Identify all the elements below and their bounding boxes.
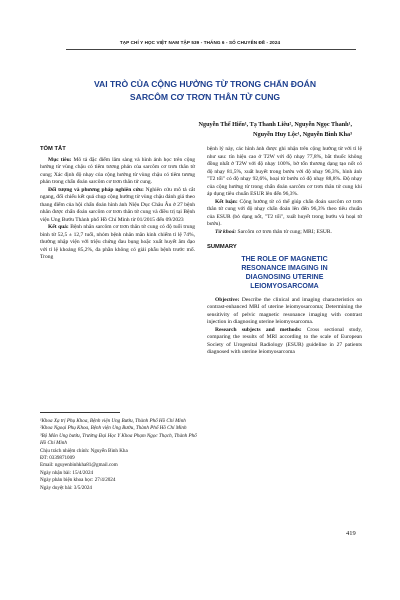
- author-list: [112, 120, 352, 140]
- author-line-2: Nguyễn Huy Lộc¹, Nguyễn Bình Kha³: [253, 131, 352, 138]
- results-label: Kết quả:: [48, 224, 69, 230]
- objective-paragraph: [40, 157, 195, 187]
- objective-text: Mô tả đặc điểm lâm sàng và hình ảnh học trên cộng hưởng từ vùng chậu có tiêm tương phản của sarcôm cơ trơn thân tử cung; Xác định độ nhạy của cộng hưởng từ vùng chậu có tiêm tương phản trong chẩn đoán sarcôm cơ trơn thân tử cung.: [40, 156, 195, 185]
- footnotes: [40, 418, 200, 492]
- affiliation-3: ³Bộ Môn Ung bướu, Trường Đại Học Y Khoa Phạm Ngọc Thạch, Thành Phố Hồ Chí Minh: [40, 432, 197, 447]
- footnote-rule: [40, 412, 120, 413]
- objective-label: Mục tiêu:: [48, 156, 72, 163]
- en-methods-text: Cross sectional study, comparing the results of MRI according to the scale of European Society of Urogenital Radiology (ESUR) guideline in 27 patients diagnosed with uterine leiomyosarcoma: [207, 326, 363, 355]
- title-line-2: SARCÔM CƠ TRƠN THÂN TỬ CUNG: [129, 92, 281, 102]
- en-objective-text: Describe the clinical and imaging characteristics on contrast-enhanced MRI of uterine leiomyosarcoma; Determining the sensitivity of pelvic magnetic resonance imaging with contrast injection in diagnosing uterine leiomyosarcoma.: [207, 296, 362, 325]
- keywords-label: Từ khoá:: [215, 228, 237, 235]
- en-methods-paragraph: [207, 327, 362, 357]
- en-objective-paragraph: [207, 297, 362, 327]
- keywords-paragraph: [207, 229, 362, 237]
- affiliation-1: ¹Khoa Xạ trị Phụ Khoa, Bệnh viện Ung Bướu, Thành Phố Hồ Chí Minh: [40, 418, 186, 424]
- corresponding-author: Chịu trách nhiệm chính: Nguyễn Bình Kha: [40, 447, 128, 454]
- header-rule: [66, 49, 356, 50]
- summary-heading: SUMMARY: [207, 244, 237, 250]
- author-line-1: Nguyễn Thế Hiển¹, Tạ Thanh Liêu², Nguyễn Ngọc Thanh¹,: [198, 121, 352, 128]
- english-title: [207, 255, 362, 291]
- results-paragraph: [40, 224, 195, 262]
- results-text: Bệnh nhân sarcôm cơ trơn thân tử cung có độ tuổi trung bình từ 52,5 ± 12,7 tuổi, nhóm bệnh nhân mãn kinh chiếm tỉ lệ 74%, thường nhập viện với triệu chứng đau bụng hoặc xuất huyết âm đạo với tỉ lệ khoảng 85,2%, đa phần không có giải phẫu bệnh trước mổ. Trong: [40, 224, 196, 260]
- right-column: [207, 146, 362, 357]
- en-title-line-3: DIAGNOSING UTERINE: [245, 273, 324, 281]
- conclusion-label: Kết luận:: [215, 198, 238, 205]
- results-continued: bệnh lý này, các hình ảnh được ghi nhận trên cộng hưởng từ với tỉ lệ như sau: tín hiệu cao ở T2W với độ nhạy 77,8%, bắt thuốc không đồng nhất ở T2W với độ nhạy 100%, bờ tổn thương dạng tạo nốt có độ nhạy 81,5%, xuất huyết trong bướu với độ nhạy 96,3%, hình ảnh "T2 tối" có độ nhạy 92,6%, hoại tử bướu có độ nhạy 88,8%. Độ nhạy của cộng hưởng từ trong chẩn đoán sarcôm cơ trơn thân tử cung khi áp dụng tiêu chuẩn ESUR lên đến 96,3%.: [207, 146, 362, 197]
- methods-label: Đối tượng và phương pháp nghiên cứu:: [48, 186, 144, 193]
- date-accepted: Ngày duyệt bài: 3/5/2024: [40, 484, 92, 491]
- conclusion-text: Cộng hưởng từ có thể giúp chẩn đoán sarcôm cơ trơn thân tử cung với độ nhạy chẩn đoán lên đến 96,3% theo tiêu chuẩn của ESUR (bỏ dạng nốt, "T2 tối", xuất huyết trong bướu và hoại tử bướu).: [207, 198, 362, 227]
- en-methods-label: Research subjects and methods:: [215, 326, 302, 333]
- email: Email: nguyenbinhkha81@gmail.com: [40, 462, 118, 469]
- phone: ĐT: 0339871009: [40, 455, 75, 462]
- date-received: Ngày nhận bài: 15/4/2024: [40, 469, 94, 476]
- en-title-line-4: LEIOMYOSARCOMA: [250, 282, 319, 290]
- en-objective-label: Objective:: [215, 296, 240, 303]
- en-title-line-2: RESONANCE IMAGING IN: [241, 264, 328, 272]
- methods-text: Nghiên cứu mô tả cắt ngang, đối chiếu kết quả chụp cộng hưởng từ vùng chậu đánh giá theo thang điểm của hội chẩn đoán hình ảnh Niệu Dục Châu Âu ở 27 bệnh nhân được chẩn đoán sarcôm cơ trơn thân tử cung và điều trị tại Bệnh viện Ung Bướu Thành phố Hồ Chí Minh từ 01/2015 đến 09/2023: [40, 186, 195, 223]
- methods-paragraph: [40, 187, 195, 225]
- article-title: [60, 78, 350, 104]
- abstract-heading: TÓM TẮT: [40, 146, 66, 152]
- en-title-line-1: THE ROLE OF MAGNETIC: [241, 255, 328, 263]
- journal-header: TẠP CHÍ Y HỌC VIỆT NAM TẬP 539 - THÁNG 6 - SỐ CHUYÊN ĐỀ - 2024: [119, 40, 281, 45]
- conclusion-paragraph: [207, 199, 362, 229]
- left-column: [40, 146, 195, 262]
- affiliation-2: ²Khoa Ngoại Phụ Khoa, Bệnh viện Ung Bướu, Thành Phố Hồ Chí Minh: [40, 425, 187, 432]
- page-number: 419: [346, 530, 356, 537]
- keywords-text: Sarcôm cơ trơn thân tử cung; MRI; ESUR.: [236, 228, 332, 235]
- title-line-1: VAI TRÒ CỦA CỘNG HƯỞNG TỪ TRONG CHẨN ĐOÁN: [93, 79, 317, 89]
- date-reviewed: Ngày phản biện khoa học: 27/4/2024: [40, 477, 116, 484]
